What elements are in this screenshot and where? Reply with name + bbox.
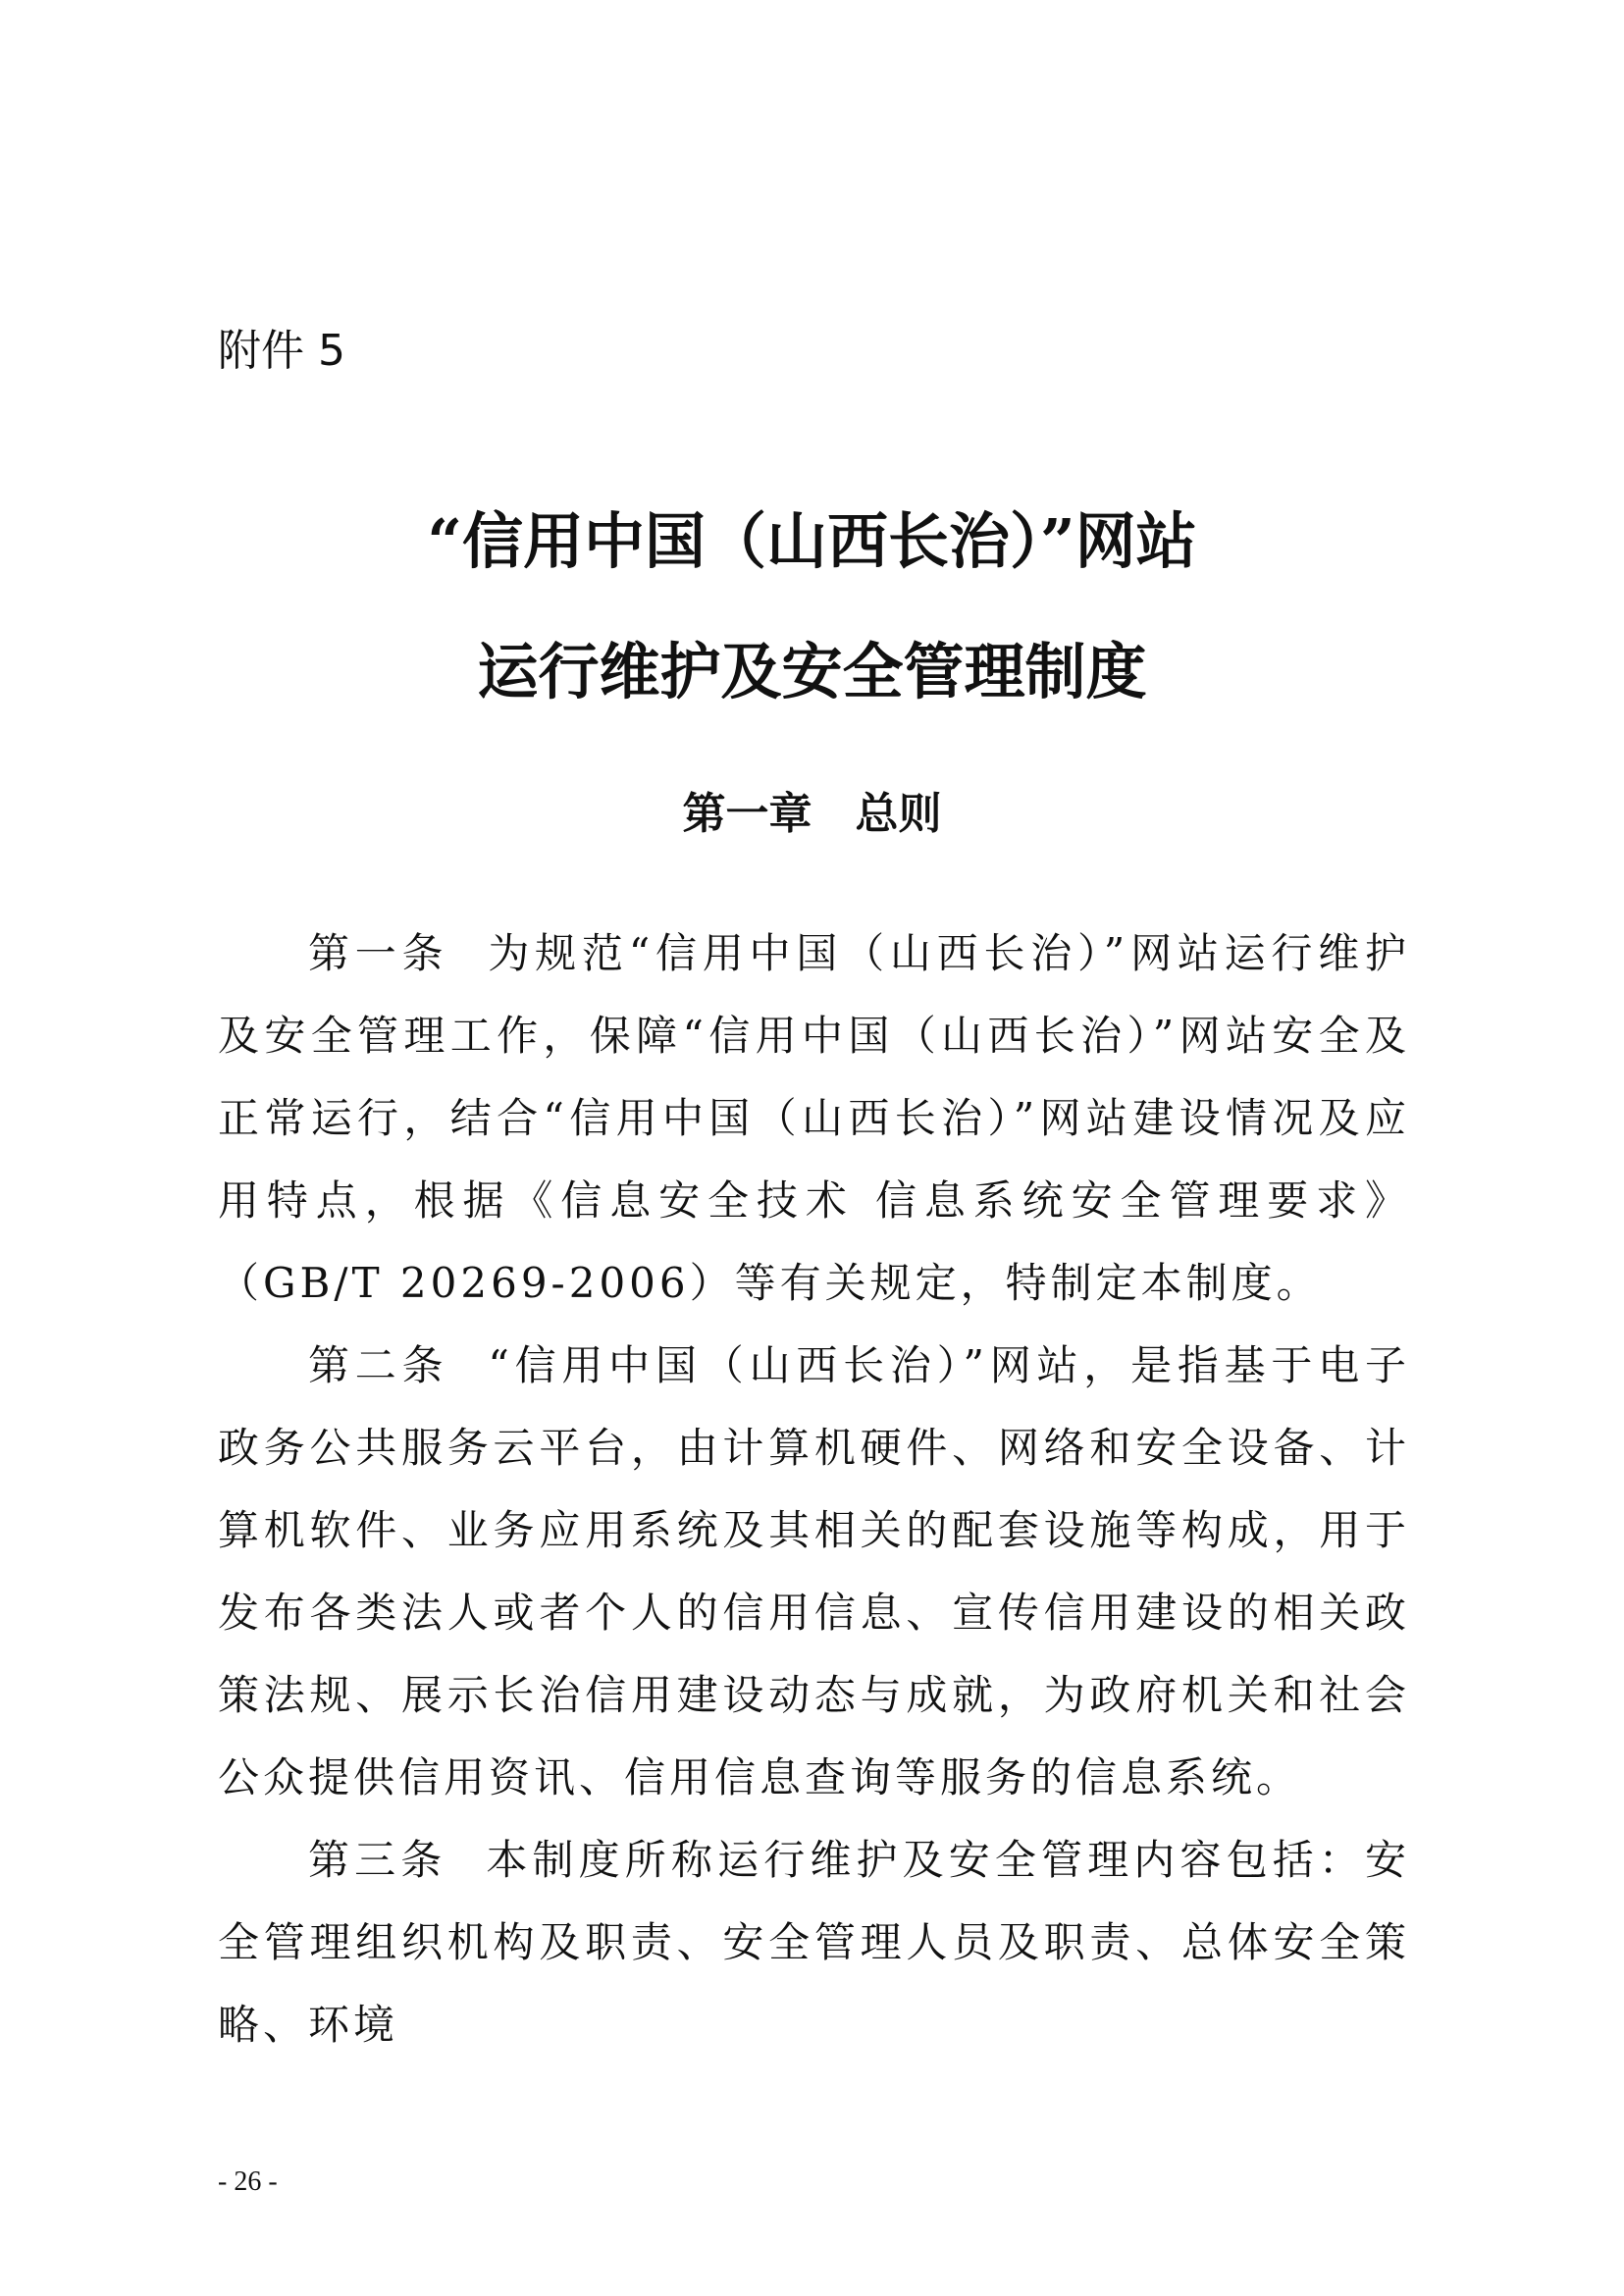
article-text: 为规范“信用中国（山西长治）”网站运行维护及安全管理工作，保障“信用中国（山西长治）”网站安全及正常运行，结合“信用中国（山西长治）”网站建设情况及应用特点，根据《信息安全技术 信息系统安全管理要求》（GB/T 20269-2006）等有关规定，特制定本制度。 — [218, 929, 1410, 1307]
article-number: 第二条 — [308, 1341, 449, 1389]
attachment-label: 附件 5 — [218, 326, 345, 376]
document-body — [218, 913, 1410, 2066]
document-title-line-1: “信用中国（山西长治）”网站 — [427, 505, 1197, 577]
page-number: - 26 - — [218, 2166, 278, 2197]
article-number: 第一条 — [308, 929, 449, 977]
article-paragraph — [218, 1819, 1410, 2066]
article-text: “信用中国（山西长治）”网站，是指基于电子政务公共服务云平台，由计算机硬件、网络和安全设备、计算机软件、业务应用系统及其相关的配套设施等构成，用于发布各类法人或者个人的信用信息、宣传信用建设的相关政策法规、展示长治信用建设动态与成就，为政府机关和社会公众提供信用资讯、信用信息查询等服务的信息系统。 — [218, 1341, 1410, 1801]
chapter-number: 第一章 — [682, 789, 812, 839]
article-number: 第三条 — [308, 1836, 447, 1884]
article-paragraph — [218, 913, 1410, 1325]
article-text: 本制度所称运行维护及安全管理内容包括：安全管理组织机构及职责、安全管理人员及职责、总体安全策略、环境 — [218, 1836, 1410, 2049]
article-paragraph — [218, 1325, 1410, 1819]
document-title-line-2: 运行维护及安全管理制度 — [477, 636, 1147, 707]
chapter-name: 总则 — [855, 789, 942, 839]
chapter-heading — [0, 785, 1624, 844]
